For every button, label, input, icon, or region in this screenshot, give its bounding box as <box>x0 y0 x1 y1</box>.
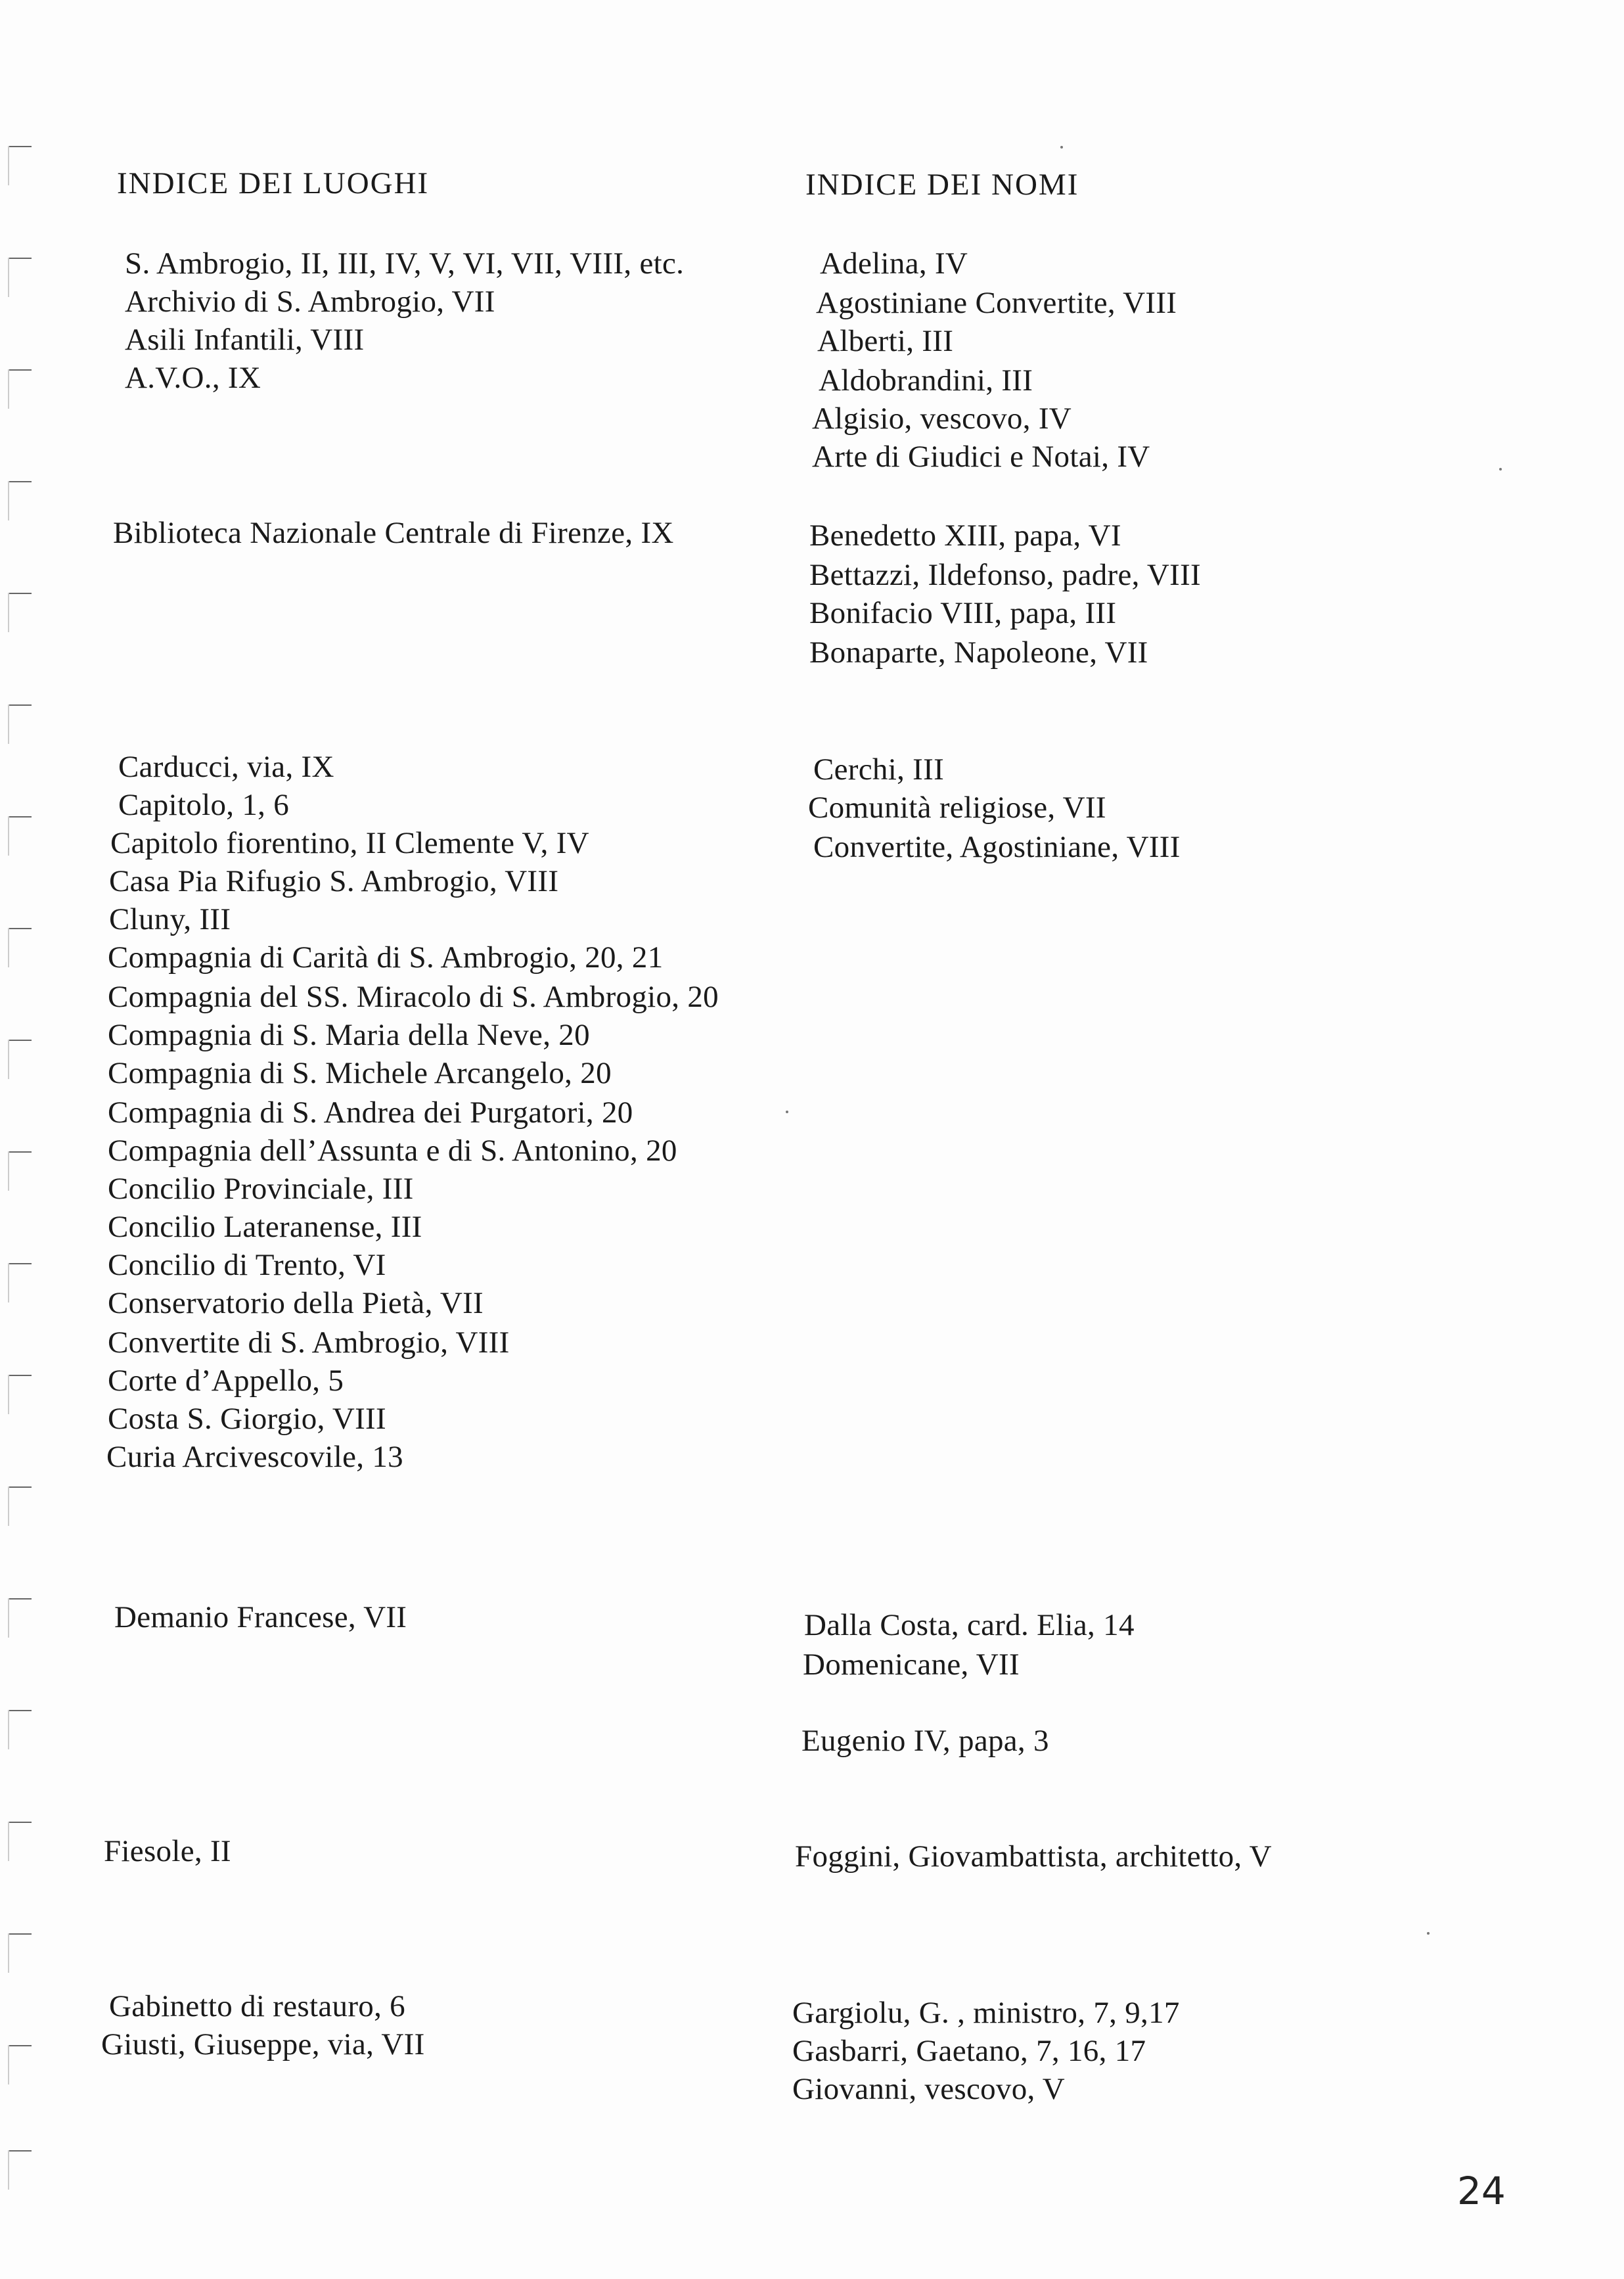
names-entry: Convertite, Agostiniane, VIII <box>813 830 1181 864</box>
names-entry: Alberti, III <box>817 324 954 358</box>
names-entry: Foggini, Giovambattista, architetto, V <box>795 1839 1272 1874</box>
places-entry: S. Ambrogio, II, III, IV, V, VI, VII, VIII, etc. <box>125 246 685 281</box>
places-entry: Compagnia di Carità di S. Ambrogio, 20, 21 <box>108 940 664 975</box>
names-entry: Aldobrandini, III <box>819 363 1033 398</box>
names-entry: Bonaparte, Napoleone, VII <box>809 635 1148 670</box>
margin-mark <box>8 1151 32 1153</box>
places-entry: Capitolo fiorentino, II Clemente V, IV <box>110 826 589 860</box>
places-entry: Biblioteca Nazionale Centrale di Firenze, IX <box>113 516 674 550</box>
places-entry: Compagnia di S. Andrea dei Purgatori, 20 <box>108 1095 633 1130</box>
names-entry: Domenicane, VII <box>803 1647 1020 1682</box>
places-entry: Gabinetto di restauro, 6 <box>109 1989 405 2023</box>
places-entry: Demanio Francese, VII <box>114 1600 407 1634</box>
margin-mark <box>8 1375 32 1376</box>
places-entry: Concilio Lateranense, III <box>108 1210 422 1244</box>
margin-mark <box>8 1933 32 1935</box>
places-entry: Capitolo, 1, 6 <box>118 788 290 822</box>
names-entry: Dalla Costa, card. Elia, 14 <box>804 1608 1135 1642</box>
places-entry: Archivio di S. Ambrogio, VII <box>125 285 495 319</box>
margin-mark <box>8 1822 32 1823</box>
margin-mark <box>8 593 32 594</box>
names-entry: Giovanni, vescovo, V <box>792 2072 1066 2106</box>
margin-mark <box>8 2045 32 2046</box>
margin-mark <box>8 1040 32 1041</box>
places-entry: Corte d’Appello, 5 <box>108 1364 344 1398</box>
margin-mark <box>8 816 32 817</box>
places-entry: Costa S. Giorgio, VIII <box>108 1402 386 1436</box>
margin-mark <box>8 928 32 929</box>
margin-mark <box>8 481 32 482</box>
places-entry: Giusti, Giuseppe, via, VII <box>101 2027 425 2061</box>
names-entry: Adelina, IV <box>820 246 968 281</box>
names-entry: Agostiniane Convertite, VIII <box>816 286 1177 320</box>
places-entry: Asili Infantili, VIII <box>125 323 365 357</box>
margin-mark <box>8 258 32 259</box>
scan-speck <box>1499 468 1502 471</box>
names-entry: Cerchi, III <box>813 752 945 787</box>
margin-mark <box>8 369 32 371</box>
places-index-title: INDICE DEI LUOGHI <box>117 166 430 200</box>
scan-speck <box>786 1111 788 1113</box>
names-entry: Algisio, vescovo, IV <box>812 402 1072 436</box>
names-entry: Bettazzi, Ildefonso, padre, VIII <box>809 558 1201 592</box>
margin-mark <box>8 704 32 706</box>
names-entry: Eugenio IV, papa, 3 <box>801 1724 1049 1758</box>
scan-speck <box>1060 146 1063 149</box>
margin-mark <box>8 2150 32 2152</box>
names-entry: Gasbarri, Gaetano, 7, 16, 17 <box>792 2034 1146 2068</box>
places-entry: A.V.O., IX <box>125 361 261 395</box>
places-entry: Curia Arcivescovile, 13 <box>106 1440 403 1474</box>
places-entry: Fiesole, II <box>104 1834 231 1868</box>
margin-mark <box>8 1486 32 1488</box>
names-entry: Gargiolu, G. , ministro, 7, 9,17 <box>792 1996 1180 2030</box>
places-entry: Compagnia di S. Maria della Neve, 20 <box>108 1018 590 1052</box>
places-entry: Concilio Provinciale, III <box>108 1172 414 1206</box>
places-entry: Compagnia del SS. Miracolo di S. Ambrogio, 20 <box>108 980 719 1014</box>
places-entry: Concilio di Trento, VI <box>108 1248 386 1282</box>
names-index-title: INDICE DEI NOMI <box>805 168 1079 202</box>
places-entry: Casa Pia Rifugio S. Ambrogio, VIII <box>109 864 559 898</box>
places-entry: Compagnia dell’Assunta e di S. Antonino, 20 <box>108 1134 677 1168</box>
margin-mark <box>8 1263 32 1264</box>
margin-mark <box>8 1710 32 1711</box>
names-entry: Arte di Giudici e Notai, IV <box>812 440 1150 474</box>
places-entry: Carducci, via, IX <box>118 750 334 784</box>
places-entry: Convertite di S. Ambrogio, VIII <box>108 1325 510 1360</box>
names-entry: Benedetto XIII, papa, VI <box>809 518 1121 553</box>
page-number: 24 <box>1457 2169 1506 2213</box>
places-entry: Compagnia di S. Michele Arcangelo, 20 <box>108 1056 612 1090</box>
names-entry: Bonifacio VIII, papa, III <box>809 596 1117 630</box>
scan-speck <box>1427 1932 1430 1935</box>
margin-mark <box>8 146 32 147</box>
margin-mark <box>8 1598 32 1600</box>
places-entry: Cluny, III <box>109 902 231 936</box>
places-entry: Conservatorio della Pietà, VII <box>108 1286 484 1320</box>
names-entry: Comunità religiose, VII <box>808 791 1106 825</box>
